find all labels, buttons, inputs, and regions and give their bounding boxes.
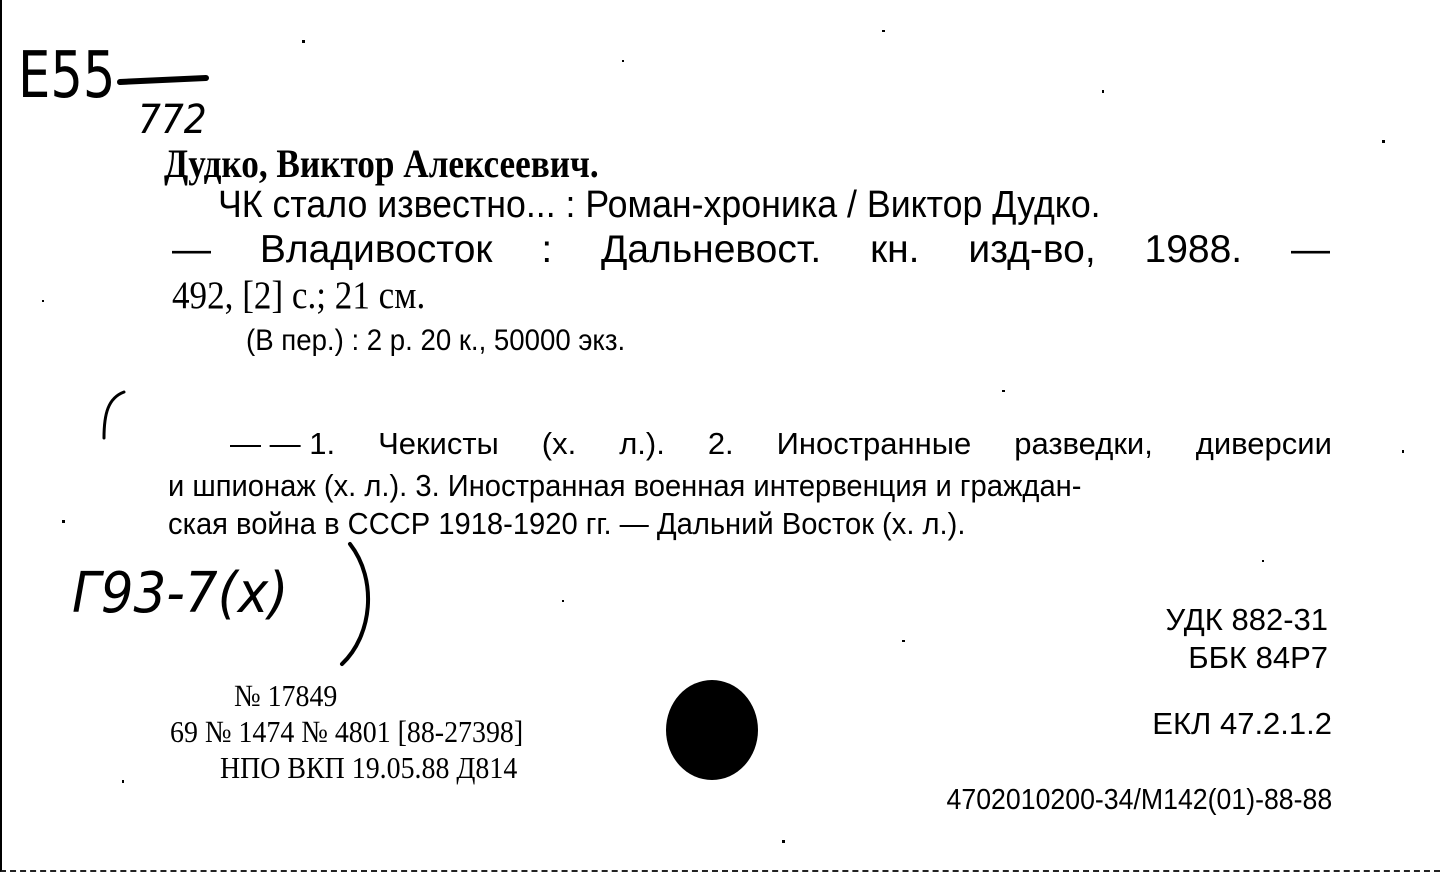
imprint-publisher: Дальневост. — [600, 228, 822, 271]
handwritten-mark — [94, 388, 134, 448]
imprint-line — [172, 230, 1330, 269]
imprint-colon: : — [541, 228, 553, 271]
subjects-line: и шпионаж (х. л.). 3. Иностранная военная интервенция и граждан- — [168, 468, 1082, 503]
noise-speck — [622, 60, 624, 62]
subject-word: 2. — [707, 426, 734, 461]
noise-speck — [1102, 90, 1104, 93]
subjects-line — [230, 428, 1332, 459]
noise-speck — [1262, 560, 1264, 562]
bbk-code: ББК 84Р7 — [1188, 640, 1328, 675]
handwritten-shelfmark: E55 — [18, 39, 116, 113]
noise-speck — [302, 40, 305, 43]
subject-word: диверсии — [1195, 426, 1332, 461]
subject-word: разведки, — [1014, 426, 1153, 461]
noise-speck — [122, 780, 124, 783]
subject-word: л.). — [619, 426, 665, 461]
author-heading: Дудко, Виктор Алексеевич. — [164, 141, 599, 186]
ekl-code: ЕКЛ 47.2.1.2 — [1152, 706, 1332, 741]
registration-line: 69 № 1474 № 4801 [88-27398] — [170, 714, 524, 749]
collation-line: 492, [2] с.; 21 см. — [172, 274, 426, 317]
noise-speck — [1002, 390, 1005, 392]
noise-speck — [1382, 140, 1385, 143]
punch-hole — [666, 680, 758, 780]
imprint-dash: — — [172, 228, 211, 271]
subjects-line: ская война в СССР 1918-1920 гг. — Дальний Восток (х. л.). — [168, 506, 966, 541]
title-line: ЧК стало известно... : Роман-хроника / Виктор Дудко. — [218, 184, 1101, 226]
handwritten-shelfmark-suffix: 772 — [138, 97, 207, 143]
imprint-publisher: изд-во, — [968, 228, 1096, 271]
noise-speck — [882, 30, 885, 32]
subject-word: Чекисты — [378, 426, 499, 461]
isbn-code: 4702010200-34/М142(01)-88-88 — [946, 784, 1332, 816]
registration-line: НПО ВКП 19.05.88 Д814 — [220, 750, 518, 785]
imprint-publisher: кн. — [870, 228, 920, 271]
price-line: (В пер.) : 2 р. 20 к., 50000 экз. — [246, 324, 626, 357]
registration-number: № 17849 — [234, 678, 338, 713]
subjects-lead: — — 1. — [230, 426, 336, 461]
handwritten-bracket — [332, 540, 392, 670]
imprint-place: Владивосток — [259, 228, 493, 271]
imprint-year: 1988. — [1144, 228, 1243, 271]
noise-speck — [42, 300, 44, 302]
noise-speck — [62, 520, 65, 523]
subject-word: (х. — [541, 426, 577, 461]
noise-speck — [782, 840, 785, 843]
handwritten-classification: Г93-7(x) — [72, 561, 289, 626]
subject-word: Иностранные — [776, 426, 972, 461]
udk-code: УДК 882-31 — [1165, 602, 1328, 637]
noise-speck — [902, 640, 905, 642]
imprint-dash: — — [1290, 228, 1330, 271]
noise-speck — [562, 600, 564, 602]
noise-speck — [1402, 450, 1404, 453]
